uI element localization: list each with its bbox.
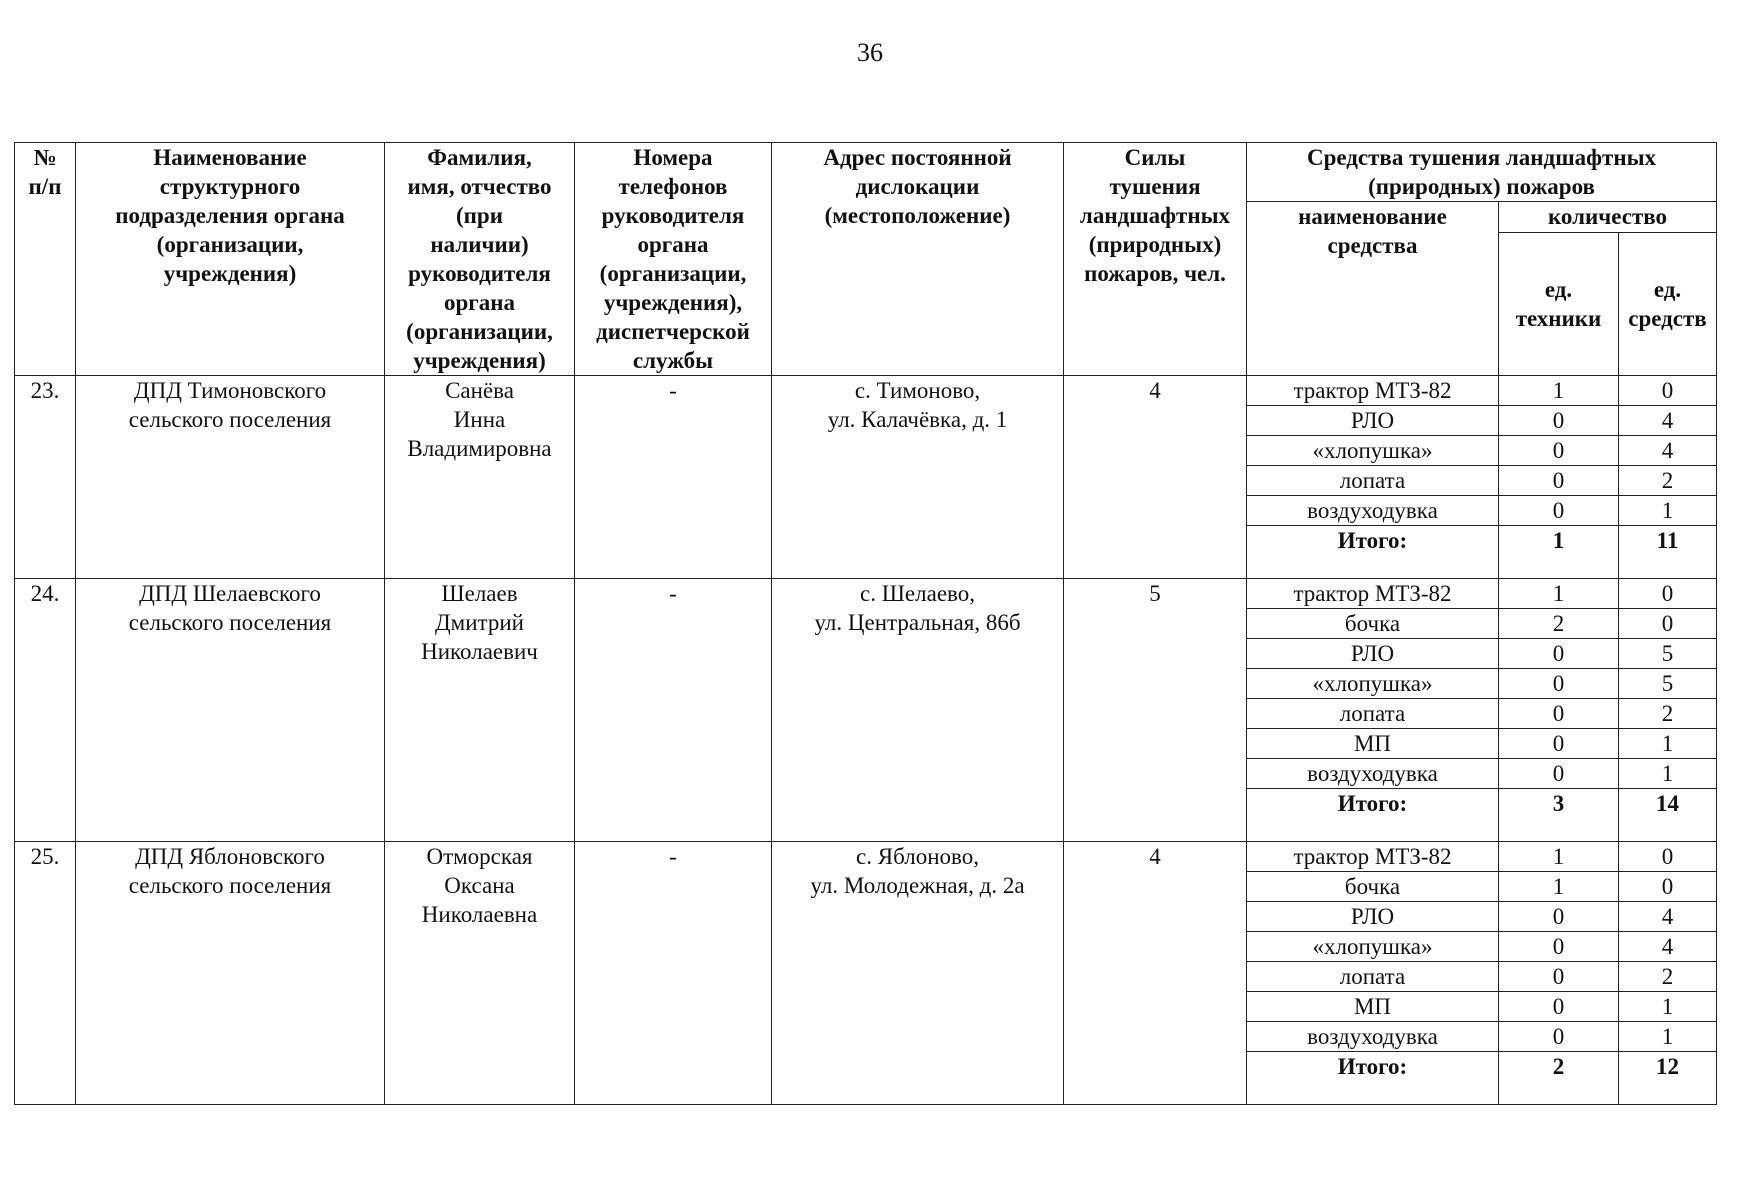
units-tech-value: 2 bbox=[1499, 609, 1619, 639]
units-means-value: 1 bbox=[1619, 992, 1717, 1022]
forces-count: 4 bbox=[1064, 376, 1247, 579]
units-means-value: 2 bbox=[1619, 962, 1717, 992]
units-tech-value: 0 bbox=[1499, 902, 1619, 932]
units-tech-value: 0 bbox=[1499, 496, 1619, 526]
head-person: Отморская Оксана Николаевна bbox=[385, 842, 575, 1105]
table-row bbox=[15, 579, 1717, 609]
header-means-name: наименование средства bbox=[1247, 202, 1499, 376]
address: с. Яблоново, ул. Молодежная, д. 2а bbox=[772, 842, 1064, 1105]
forces-count: 5 bbox=[1064, 579, 1247, 842]
total-label: Итого: bbox=[1247, 526, 1499, 579]
row-number: 23. bbox=[15, 376, 76, 579]
head-person: Шелаев Дмитрий Николаевич bbox=[385, 579, 575, 842]
address: с. Тимоново, ул. Калачёвка, д. 1 bbox=[772, 376, 1064, 579]
total-means: 11 bbox=[1619, 526, 1717, 579]
means-name: МП bbox=[1247, 729, 1499, 759]
means-name: РЛО bbox=[1247, 902, 1499, 932]
unit-name: ДПД Тимоновского сельского поселения bbox=[76, 376, 385, 579]
unit-name: ДПД Шелаевского сельского поселения bbox=[76, 579, 385, 842]
units-tech-value: 1 bbox=[1499, 842, 1619, 872]
units-tech-value: 1 bbox=[1499, 579, 1619, 609]
header-forces: Силы тушения ландшафтных (природных) пожаров, чел. bbox=[1064, 143, 1247, 376]
means-name: бочка bbox=[1247, 609, 1499, 639]
header-phones: Номера телефонов руководителя органа (организации, учреждения), диспетчерской службы bbox=[575, 143, 772, 376]
unit-name: ДПД Яблоновского сельского поселения bbox=[76, 842, 385, 1105]
units-means-value: 0 bbox=[1619, 842, 1717, 872]
means-name: трактор МТЗ-82 bbox=[1247, 842, 1499, 872]
total-means: 14 bbox=[1619, 789, 1717, 842]
means-name: «хлопушка» bbox=[1247, 436, 1499, 466]
total-means: 12 bbox=[1619, 1052, 1717, 1105]
forces-count: 4 bbox=[1064, 842, 1247, 1105]
units-tech-value: 0 bbox=[1499, 639, 1619, 669]
units-tech-value: 0 bbox=[1499, 759, 1619, 789]
units-tech-value: 0 bbox=[1499, 962, 1619, 992]
units-tech-value: 0 bbox=[1499, 729, 1619, 759]
units-means-value: 4 bbox=[1619, 902, 1717, 932]
units-means-value: 2 bbox=[1619, 699, 1717, 729]
row-number: 24. bbox=[15, 579, 76, 842]
header-units-means: ед. средств bbox=[1619, 233, 1717, 376]
means-name: лопата bbox=[1247, 699, 1499, 729]
means-name: РЛО bbox=[1247, 406, 1499, 436]
header-address: Адрес постоянной дислокации (местоположение) bbox=[772, 143, 1064, 376]
units-means-value: 4 bbox=[1619, 436, 1717, 466]
means-name: трактор МТЗ-82 bbox=[1247, 376, 1499, 406]
units-tech-value: 1 bbox=[1499, 872, 1619, 902]
header-quantity: количество bbox=[1499, 202, 1717, 233]
table-row bbox=[15, 842, 1717, 872]
means-name: РЛО bbox=[1247, 639, 1499, 669]
phone-number: - bbox=[575, 579, 772, 842]
phone-number: - bbox=[575, 842, 772, 1105]
units-means-value: 4 bbox=[1619, 932, 1717, 962]
total-tech: 2 bbox=[1499, 1052, 1619, 1105]
head-person: Санёва Инна Владимировна bbox=[385, 376, 575, 579]
total-tech: 1 bbox=[1499, 526, 1619, 579]
units-tech-value: 0 bbox=[1499, 466, 1619, 496]
units-tech-value: 0 bbox=[1499, 992, 1619, 1022]
means-name: воздуходувка bbox=[1247, 759, 1499, 789]
total-label: Итого: bbox=[1247, 1052, 1499, 1105]
units-means-value: 0 bbox=[1619, 609, 1717, 639]
units-tech-value: 0 bbox=[1499, 1022, 1619, 1052]
fire-means-table bbox=[14, 142, 1717, 1105]
header-unit-name: Наименование структурного подразделения органа (организации, учреждения) bbox=[76, 143, 385, 376]
means-name: «хлопушка» bbox=[1247, 669, 1499, 699]
means-name: воздуходувка bbox=[1247, 1022, 1499, 1052]
means-name: воздуходувка bbox=[1247, 496, 1499, 526]
means-name: МП bbox=[1247, 992, 1499, 1022]
means-name: лопата bbox=[1247, 466, 1499, 496]
units-tech-value: 0 bbox=[1499, 436, 1619, 466]
header-means: Средства тушения ландшафтных (природных) пожаров bbox=[1247, 143, 1717, 202]
header-num: № п/п bbox=[15, 143, 76, 376]
table-row bbox=[15, 376, 1717, 406]
header-units-tech: ед. техники bbox=[1499, 233, 1619, 376]
units-tech-value: 0 bbox=[1499, 406, 1619, 436]
total-tech: 3 bbox=[1499, 789, 1619, 842]
units-means-value: 0 bbox=[1619, 376, 1717, 406]
units-tech-value: 1 bbox=[1499, 376, 1619, 406]
total-label: Итого: bbox=[1247, 789, 1499, 842]
units-means-value: 1 bbox=[1619, 1022, 1717, 1052]
units-means-value: 0 bbox=[1619, 872, 1717, 902]
phone-number: - bbox=[575, 376, 772, 579]
row-number: 25. bbox=[15, 842, 76, 1105]
units-means-value: 5 bbox=[1619, 639, 1717, 669]
units-means-value: 2 bbox=[1619, 466, 1717, 496]
units-means-value: 5 bbox=[1619, 669, 1717, 699]
units-means-value: 1 bbox=[1619, 496, 1717, 526]
units-tech-value: 0 bbox=[1499, 669, 1619, 699]
units-means-value: 1 bbox=[1619, 729, 1717, 759]
units-means-value: 1 bbox=[1619, 759, 1717, 789]
units-means-value: 4 bbox=[1619, 406, 1717, 436]
header-head-person: Фамилия, имя, отчество (при наличии) руководителя органа (организации, учреждения) bbox=[385, 143, 575, 376]
means-name: «хлопушка» bbox=[1247, 932, 1499, 962]
units-means-value: 0 bbox=[1619, 579, 1717, 609]
means-name: трактор МТЗ-82 bbox=[1247, 579, 1499, 609]
units-tech-value: 0 bbox=[1499, 932, 1619, 962]
page-number: 36 bbox=[857, 38, 883, 67]
address: с. Шелаево, ул. Центральная, 86б bbox=[772, 579, 1064, 842]
means-name: лопата bbox=[1247, 962, 1499, 992]
means-name: бочка bbox=[1247, 872, 1499, 902]
units-tech-value: 0 bbox=[1499, 699, 1619, 729]
